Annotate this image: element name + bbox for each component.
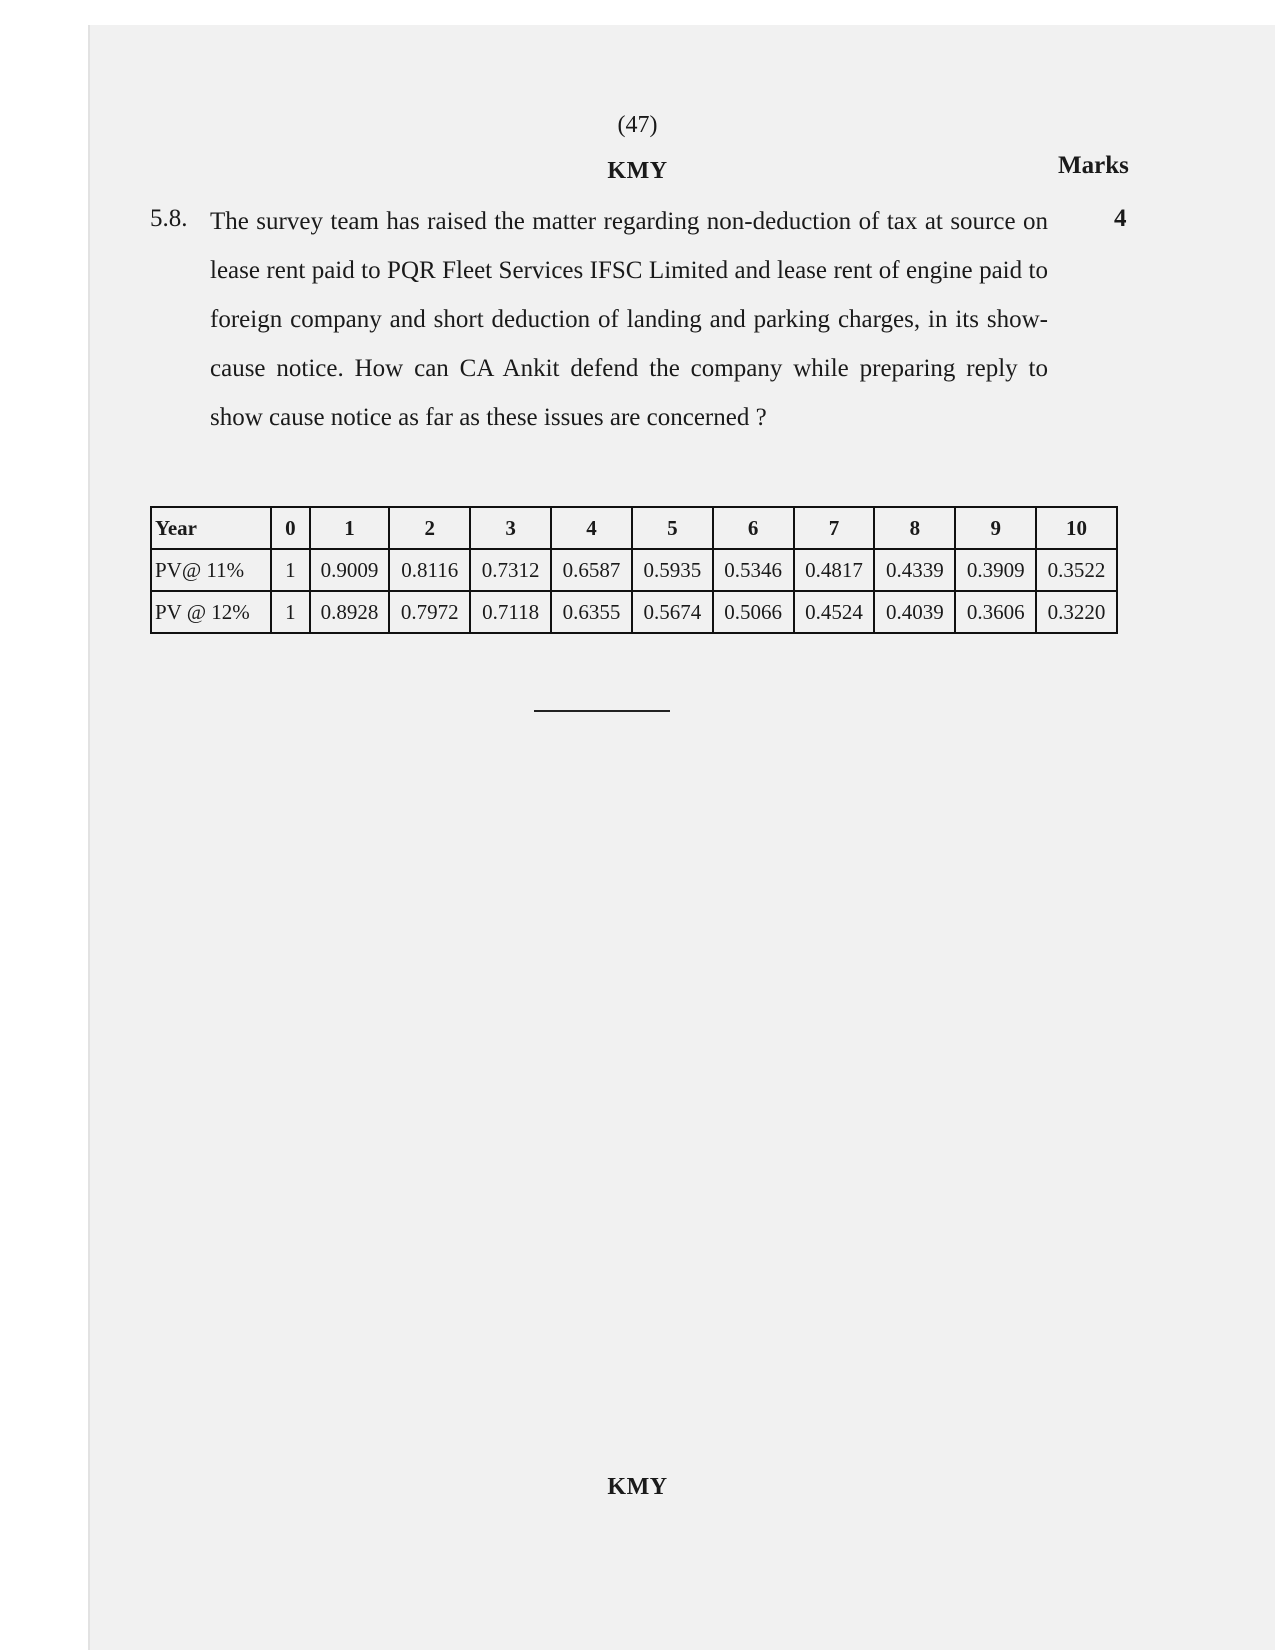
- table-cell: 0.7312: [470, 549, 551, 591]
- table-cell: 0.5674: [632, 591, 713, 633]
- table-cell: 0.8928: [310, 591, 390, 633]
- table-cell: 0.3220: [1036, 591, 1117, 633]
- row-label-cell: PV@ 11%: [151, 549, 271, 591]
- table-cell: 0.3909: [955, 549, 1036, 591]
- header-cell: 9: [955, 507, 1036, 549]
- header-cell: 7: [794, 507, 875, 549]
- question-text: The survey team has raised the matter regarding non-deduction of tax at source on lease rent paid to PQR Fleet Services IFSC Limited and lease rent of engine paid to foreign company and short deduction of landing and parking charges, in its show-cause notice. How can CA Ankit defend the company while preparing reply to show cause notice as far as these issues are concerned ?: [210, 208, 1048, 431]
- question-marks: 4: [1114, 205, 1127, 232]
- table-cell: 1: [271, 549, 309, 591]
- end-of-question-rule: [534, 710, 670, 712]
- header-cell-year: Year: [151, 507, 271, 549]
- table-cell: 0.5066: [713, 591, 794, 633]
- table-row: [151, 549, 1117, 591]
- table-cell: 0.4039: [874, 591, 955, 633]
- table-cell: 0.3606: [955, 591, 1036, 633]
- table-cell: 1: [271, 591, 309, 633]
- marks-column-label: Marks: [1058, 152, 1129, 179]
- header-cell: 0: [271, 507, 309, 549]
- header-cell: 4: [551, 507, 632, 549]
- table-header-row: [151, 507, 1117, 549]
- header-cell: 8: [874, 507, 955, 549]
- table-cell: 0.4524: [794, 591, 875, 633]
- table-cell: 0.4817: [794, 549, 875, 591]
- header-cell: 3: [470, 507, 551, 549]
- table-cell: 0.4339: [874, 549, 955, 591]
- present-value-table: [150, 506, 1118, 634]
- header-cell: 10: [1036, 507, 1117, 549]
- row-label-cell: PV @ 12%: [151, 591, 271, 633]
- header-cell: 5: [632, 507, 713, 549]
- table-cell: 0.7972: [389, 591, 470, 633]
- header-cell: 2: [389, 507, 470, 549]
- table-cell: 0.6355: [551, 591, 632, 633]
- table-cell: 0.9009: [310, 549, 390, 591]
- question-number: 5.8.: [150, 205, 188, 232]
- table-row: [151, 591, 1117, 633]
- footer-code: KMY: [607, 1474, 668, 1500]
- table-cell: 0.5346: [713, 549, 794, 591]
- table-cell: 0.3522: [1036, 549, 1117, 591]
- header-code: KMY: [607, 158, 668, 184]
- header-cell: 1: [310, 507, 390, 549]
- table-cell: 0.6587: [551, 549, 632, 591]
- table-cell: 0.7118: [470, 591, 551, 633]
- table-cell: 0.5935: [632, 549, 713, 591]
- header-cell: 6: [713, 507, 794, 549]
- table-cell: 0.8116: [389, 549, 470, 591]
- page-number: (47): [617, 112, 658, 138]
